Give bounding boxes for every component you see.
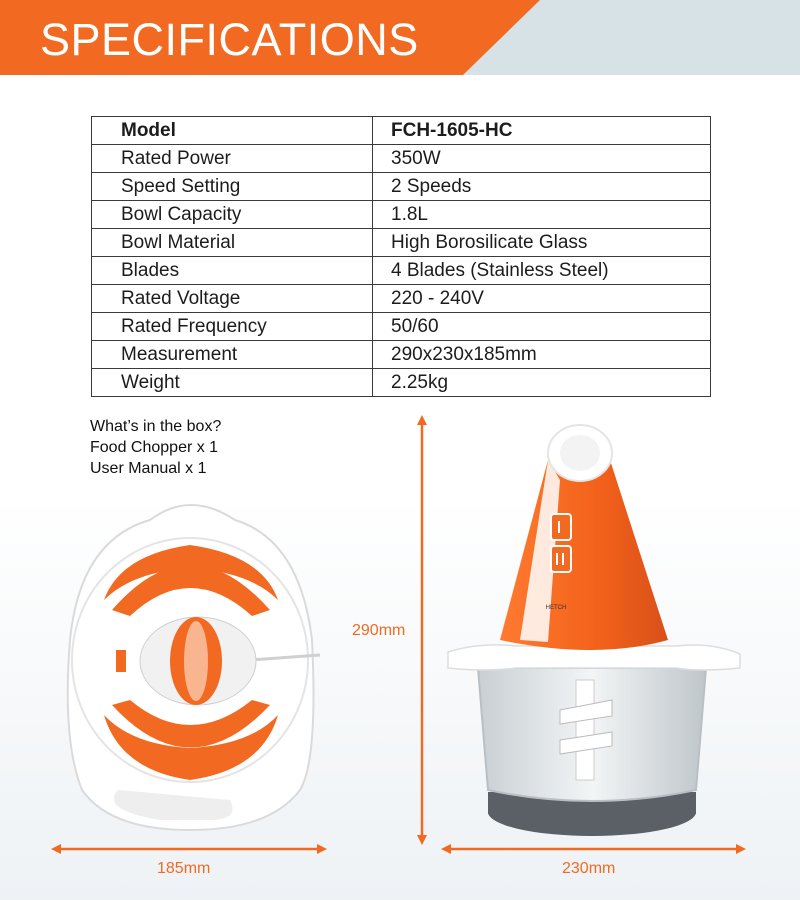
top-view-image — [68, 505, 320, 830]
brand-label: HETCH — [545, 605, 567, 611]
page-title: SPECIFICATIONS — [40, 14, 419, 65]
spec-label: Measurement — [92, 341, 373, 369]
spec-label: Speed Setting — [92, 173, 373, 201]
side-width-label: 230mm — [562, 860, 616, 877]
spec-value: 2.25kg — [373, 369, 711, 397]
spec-label: Bowl Capacity — [92, 201, 373, 229]
spec-value: 1.8L — [373, 201, 711, 229]
spec-value: High Borosilicate Glass — [373, 229, 711, 257]
spec-value: 350W — [373, 145, 711, 173]
height-label: 290mm — [352, 622, 406, 639]
spec-label: Rated Power — [92, 145, 373, 173]
spec-value: FCH-1605-HC — [373, 117, 711, 145]
spec-value: 4 Blades (Stainless Steel) — [373, 257, 711, 285]
spec-label: Model — [92, 117, 373, 145]
box-contents-item: Food Chopper x 1 — [90, 439, 219, 456]
spec-label: Rated Voltage — [92, 285, 373, 313]
spec-label: Weight — [92, 369, 373, 397]
spec-value: 290x230x185mm — [373, 341, 711, 369]
box-contents-title: What’s in the box? — [90, 418, 222, 435]
spec-label: Bowl Material — [92, 229, 373, 257]
spec-label: Blades — [92, 257, 373, 285]
side-view-image — [448, 425, 740, 836]
spec-label: Rated Frequency — [92, 313, 373, 341]
top-width-label: 185mm — [157, 860, 211, 877]
spec-value: 220 - 240V — [373, 285, 711, 313]
box-contents-item: User Manual x 1 — [90, 460, 207, 477]
spec-value: 50/60 — [373, 313, 711, 341]
spec-value: 2 Speeds — [373, 173, 711, 201]
